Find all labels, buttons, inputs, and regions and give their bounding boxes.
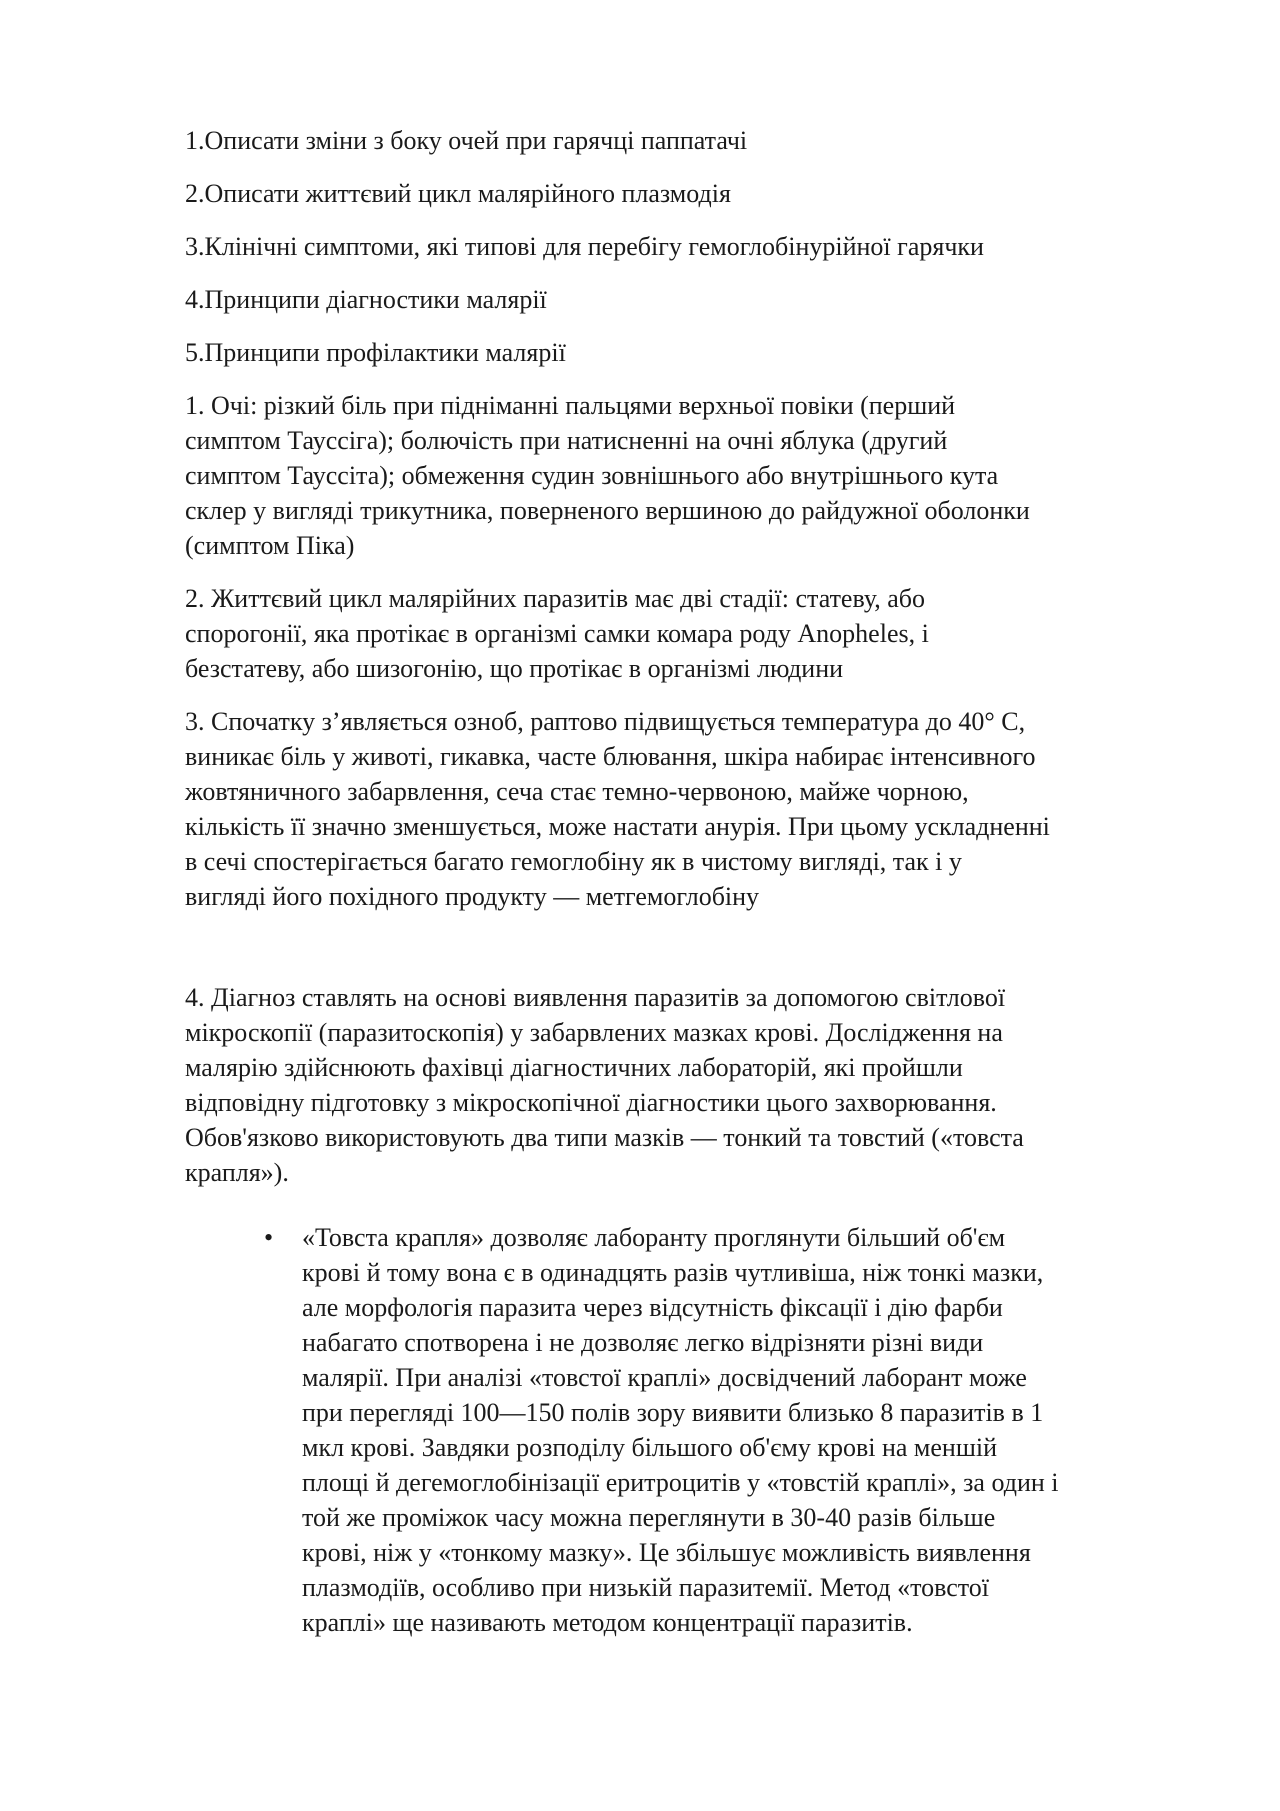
answer-line: відповідну підготовку з мікроскопічної діагностики цього захворювання.	[185, 1088, 997, 1117]
answer-line: безстатеву, або шизогонію, що протікає в організмі людини	[185, 654, 844, 683]
answer-line: кількість її значно зменшується, може настати анурія. При цьому ускладненні	[185, 812, 1050, 841]
bullet-line: при перегляді 100—150 полів зору виявити близько 8 паразитів в 1	[302, 1398, 1044, 1427]
document-body	[185, 123, 1185, 1640]
bullet-line: набагато спотворена і не дозволяє легко відрізняти різні види	[302, 1328, 984, 1357]
answer-line: вигляді його похідного продукту — метгемоглобіну	[185, 882, 760, 911]
bullet-line: крові, ніж у «тонкому мазку». Це збільшує можливість виявлення	[302, 1538, 1031, 1567]
answer-line: в сечі спостерігається багато гемоглобіну як в чистому вигляді, так і у	[185, 847, 962, 876]
answer-4-paragraph	[185, 980, 1185, 1190]
answer-line: 2. Життєвий цикл малярійних паразитів має дві стадії: статеву, або	[185, 584, 926, 613]
bullet-line: мкл крові. Завдяки розподілу більшого об'єму крові на меншій	[302, 1433, 997, 1462]
bullet-line: плазмодіїв, особливо при низькій паразитемії. Метод «товстої	[302, 1573, 990, 1602]
answer-line: склер у вигляді трикутника, повернeного вершиною до райдужної оболонки	[185, 496, 1030, 525]
answer-line: малярію здійснюють фахівці діагностичних лабораторій, які пройшли	[185, 1053, 963, 1082]
question-4: 4.Принципи діагностики малярії	[185, 285, 547, 314]
blank-gap	[185, 932, 1185, 980]
answer-line: симптом Тауссіта); обмеження судин зовнішнього або внутрішнього кута	[185, 461, 999, 490]
bullet-icon: •	[264, 1223, 274, 1252]
answer-line: Обов'язково використовують два типи мазків — тонкий та товстий («товста	[185, 1123, 1024, 1152]
bullet-line: «Товста крапля» дозволяє лаборанту проглянути більший об'єм	[302, 1223, 1006, 1252]
question-5: 5.Принципи профілактики малярії	[185, 338, 566, 367]
answer-2-paragraph	[185, 581, 1185, 686]
answer-line: 4. Діагноз ставлять на основі виявлення паразитів за допомогою світлової	[185, 983, 1006, 1012]
answer-line: (симптом Піка)	[185, 531, 355, 560]
bullet-line: площі й дегемоглобінізації еритроцитів у «товстій краплі», за один і	[302, 1468, 1059, 1497]
answer-line: мікроскопії (паразитоскопія) у забарвлених мазках крові. Дослідження на	[185, 1018, 1003, 1047]
bullet-line: краплі» ще називають методом концентрації паразитів.	[302, 1608, 913, 1637]
question-2: 2.Описати життєвий цикл малярійного плазмодія	[185, 179, 731, 208]
answer-line: 1. Очі: різкий біль при підніманні пальцями верхньої повіки (перший	[185, 391, 956, 420]
bullet-line: той же проміжок часу можна переглянути в 30-40 разів більше	[302, 1503, 996, 1532]
bullet-line: але морфологія паразита через відсутність фіксації і дію фарби	[302, 1293, 1003, 1322]
answer-3-paragraph	[185, 704, 1185, 914]
question-1: 1.Описати зміни з боку очей при гарячці паппатачі	[185, 126, 748, 155]
bullet-list-item	[264, 1220, 1185, 1640]
answer-line: виникає біль у животі, гикавка, часте блювання, шкіра набирає інтенсивного	[185, 742, 1036, 771]
answer-line: жовтяничного забарвлення, сеча стає темно-червоною, майже чорною,	[185, 777, 969, 806]
answer-line: симптом Таусcіга); болючість при натисненні на очні яблука (другий	[185, 426, 948, 455]
bullet-line: крові й тому вона є в одинадцять разів чутливіша, ніж тонкі мазки,	[302, 1258, 1044, 1287]
answer-line: спорогонії, яка протікає в організмі самки комара роду Anopheles, і	[185, 619, 929, 648]
answer-line: 3. Спочатку з’являється озноб, раптово підвищується температура до 40° С,	[185, 707, 1026, 736]
bullet-line: малярії. При аналізі «товстої краплі» досвідчений лаборант може	[302, 1363, 1027, 1392]
answer-1-paragraph	[185, 388, 1185, 563]
answer-line: крапля»).	[185, 1158, 289, 1187]
question-3: 3.Клінічні симптоми, які типові для перебігу гемоглобінурійної гарячки	[185, 232, 984, 261]
